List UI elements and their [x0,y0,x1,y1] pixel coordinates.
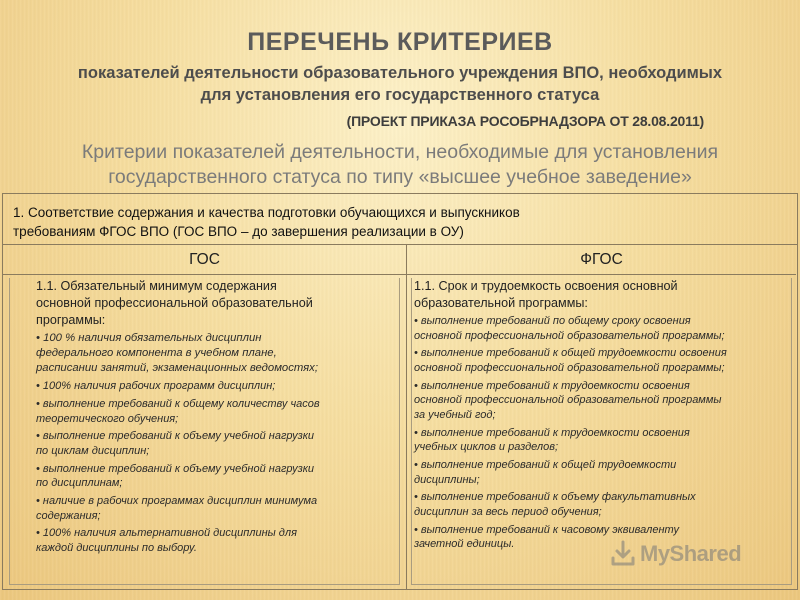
criteria-list-gos [36,331,400,556]
list-item-line: • выполнение требований к объему учебной нагрузки [36,462,315,475]
criteria-heading-line: Критерии показателей деятельности, необходимые для установления [81,141,719,163]
list-item [414,426,790,455]
list-item [36,331,400,376]
list-item-line: • выполнение требований к общему количеству часов [36,397,320,410]
table-row-header [3,194,797,245]
project-note: (ПРОЕКТ ПРИКАЗА РОСОБРНАДЗОРА ОТ 28.08.2011) [346,113,704,129]
list-item-line: • 100 % наличия обязательных дисциплин [36,332,262,344]
list-item-line: зачетной единицы. [414,538,515,551]
list-item-line: • выполнение требований к общей трудоемкости [414,459,677,472]
list-item-line: по дисциплинам; [36,477,123,490]
list-item-line: • выполнение требований к трудоемкости освоения [414,379,690,392]
list-item-line: дисциплин за весь период обучения; [414,506,602,519]
list-item [36,397,400,426]
list-item [414,379,790,423]
list-item-line: • выполнение требований к объему факультативных [414,491,696,504]
list-item-line: основной профессиональной образовательной программы [414,394,722,407]
list-item [36,379,400,394]
list-item [36,526,400,555]
list-item-line: по циклам дисциплин; [36,444,150,457]
list-item [414,490,790,519]
criteria-heading-line: государственного статуса по типу «высшее учебное заведение» [108,166,692,188]
watermark-text: MyShared [640,541,742,566]
list-item-line: каждой дисциплины по выбору. [36,542,197,555]
list-item [36,494,400,523]
criteria-list-fgos [414,314,790,552]
criteria-heading [30,140,770,190]
list-item-line: • выполнение требований по общему сроку освоения [414,315,691,327]
cell-title [36,278,400,329]
watermark [606,539,776,569]
page-subtitle [0,62,800,106]
list-item-line: • наличие в рабочих программах дисциплин минимума [36,495,318,508]
list-item-line: основной профессиональной образовательной программы; [414,361,725,374]
column-header-gos: ГОС [3,245,407,275]
list-item-line: • 100% наличия рабочих программ дисциплин; [36,380,276,393]
list-item-line: • выполнение требований к общей трудоемкости освоения [414,347,727,360]
list-item-line: • выполнение требований к объему учебной нагрузки [36,430,315,443]
list-item [414,314,790,343]
list-item-line: дисциплины; [414,473,480,486]
list-item-line: учебных циклов и разделов; [414,441,559,454]
list-item [414,458,790,487]
criteria-table [2,193,798,590]
cell-title-line: 1.1. Обязательный минимум содержания [36,279,277,293]
cell-title-line: основной профессиональной образовательной [36,296,313,310]
cell-title-line: программы: [36,313,106,327]
page-title: ПЕРЕЧЕНЬ КРИТЕРИЕВ [247,28,553,56]
list-item-line: • выполнение требований к трудоемкости освоения [414,426,690,439]
list-item [36,429,400,458]
list-item-line: теоретического обучения; [36,412,179,425]
list-item-line: содержания; [36,509,101,522]
row-header-line: 1. Соответствие содержания и качества подготовки обучающихся и выпускников [13,205,520,220]
list-item-line: федерального компонента в учебном плане, [36,347,277,359]
table-cell-gos [3,275,407,589]
list-item-line: расписании занятий, экзаменационных ведомостях; [36,362,318,374]
list-item-line: за учебный год; [414,408,496,421]
cell-title-line: образовательной программы: [414,296,588,310]
list-item [414,346,790,375]
list-item [36,462,400,491]
cell-title-line: 1.1. Срок и трудоемкость освоения основной [414,279,678,293]
download-arrow-icon [608,539,638,569]
subtitle-line: показателей деятельности образовательного учреждения ВПО, необходимых [77,64,723,82]
row-header-line: требованиям ФГОС ВПО (ГОС ВПО – до завершения реализации в ОУ) [13,224,464,239]
column-header-fgos: ФГОС [407,245,796,275]
list-item-line: • выполнение требований к часовому эквиваленту [414,523,679,536]
subtitle-line: для установления его государственного статуса [200,86,600,104]
list-item-line: основной профессиональной образовательной программы; [414,329,725,342]
list-item-line: • 100% наличия альтернативной дисциплины для [36,527,297,540]
cell-title [414,278,790,312]
